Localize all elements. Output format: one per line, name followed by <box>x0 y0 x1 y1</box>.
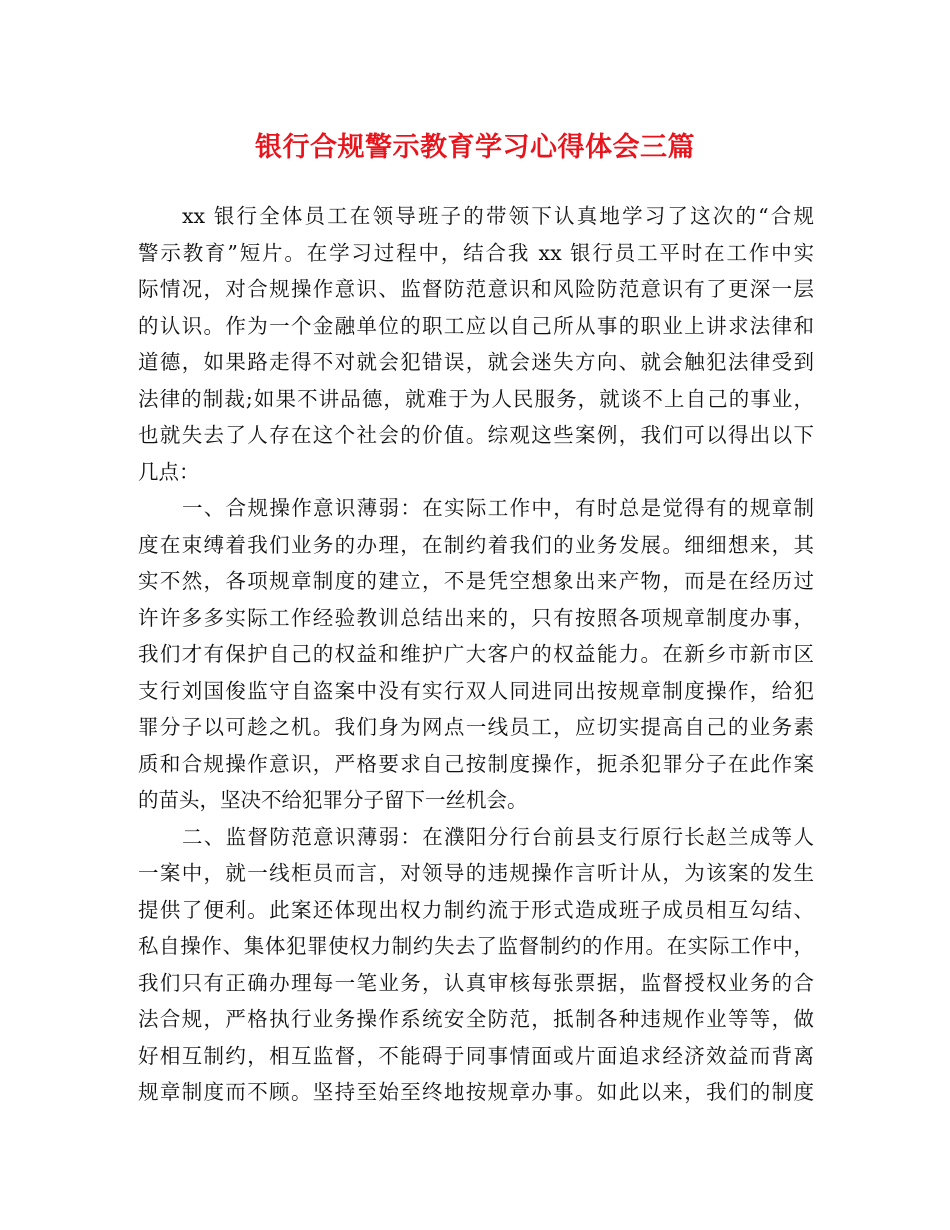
text-line: 我们才有保护自己的权益和维护广大客户的权益能力。在新乡市新市区 <box>138 642 814 666</box>
text-line: 二、监督防范意识薄弱：在濮阳分行台前县支行原行长赵兰成等人 <box>182 824 814 849</box>
text-line: 道德，如果路走得不对就会犯错误，就会迷失方向、就会触犯法律受到 <box>138 350 814 374</box>
text-line: 的认识。作为一个金融单位的职工应以自己所从事的职业上讲求法律和 <box>138 313 814 338</box>
text-line: 几点： <box>138 459 200 484</box>
text-line: 一案中，就一线柜员而言，对领导的违规操作言听计从，为该案的发生 <box>138 861 814 885</box>
text-line: 一、合规操作意识薄弱：在实际工作中，有时总是觉得有的规章制 <box>182 496 814 520</box>
text-line: 法合规，严格执行业务操作系统安全防范，抵制各种违规作业等等，做 <box>138 1007 814 1031</box>
text-line: 度在束缚着我们业务的办理，在制约着我们的业务发展。细细想来，其 <box>138 532 814 557</box>
text-line: 罪分子以可趁之机。我们身为网点一线员工，应切实提高自己的业务素 <box>138 715 814 739</box>
text-line: 法律的制裁;如果不讲品德，就难于为人民服务，就谈不上自己的事业， <box>138 386 814 411</box>
text-line: 许许多多实际工作经验教训总结出来的，只有按照各项规章制度办事， <box>138 605 814 630</box>
text-line: 实不然，各项规章制度的建立，不是凭空想象出来产物，而是在经历过 <box>138 569 814 593</box>
text-line: 支行刘国俊监守自盗案中没有实行双人同进同出按规章制度操作，给犯 <box>138 678 814 703</box>
document-title: 银行合规警示教育学习心得体会三篇 <box>255 132 695 163</box>
text-line: 也就失去了人存在这个社会的价值。综观这些案例，我们可以得出以下 <box>138 423 814 447</box>
text-line: 际情况，对合规操作意识、监督防范意识和风险防范意识有了更深一层 <box>138 277 814 301</box>
text-line: 质和合规操作意识，严格要求自己按制度操作，扼杀犯罪分子在此作案 <box>138 751 814 776</box>
text-line: xx 银行全体员工在领导班子的带领下认真地学习了这次的“合规 <box>182 204 814 228</box>
text-line: 私自操作、集体犯罪使权力制约失去了监督制约的作用。在实际工作中， <box>138 934 814 958</box>
document-body <box>138 198 814 1111</box>
text-line: 好相互制约，相互监督，不能碍于同事情面或片面追求经济效益而背离 <box>138 1043 814 1068</box>
text-line: 警示教育”短片。在学习过程中，结合我 xx 银行员工平时在工作中实 <box>138 240 814 265</box>
text-line: 我们只有正确办理每一笔业务，认真审核每张票据，监督授权业务的合 <box>138 970 814 995</box>
text-line: 的苗头，坚决不给犯罪分子留下一丝机会。 <box>138 788 528 812</box>
text-line: 提供了便利。此案还体现出权力制约流于形式造成班子成员相互勾结、 <box>138 897 814 922</box>
text-line: 规章制度而不顾。坚持至始至终地按规章办事。如此以来，我们的制度 <box>138 1080 814 1104</box>
